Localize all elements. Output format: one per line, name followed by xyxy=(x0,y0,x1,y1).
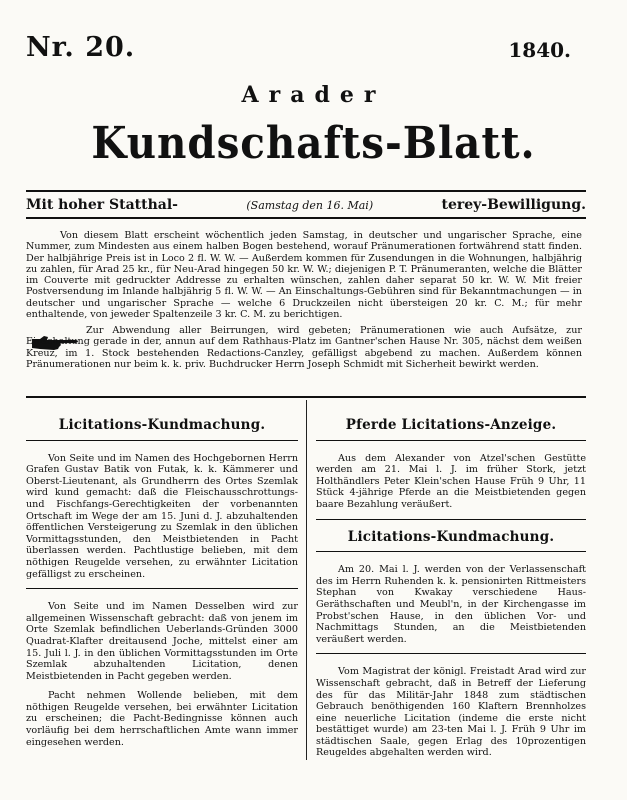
right-divider-1 xyxy=(316,519,586,520)
left-title-rule xyxy=(26,440,298,441)
left-divider xyxy=(26,588,298,589)
privilege-row xyxy=(26,197,586,213)
privilege-left: Mit hoher Statthal- xyxy=(26,197,178,213)
section-rule xyxy=(26,396,586,398)
right-title-rule-1 xyxy=(316,440,586,441)
right-column xyxy=(316,417,586,767)
intro-paragraph-1: Von diesem Blatt erscheint wöchentlich jeden Samstag, in deutscher und ungarischer Sprache, eine Nummer, zum Mindesten aus einem halben Bogen bestehend, worauf Pränumerationen fortwährend statt finden. Der halbjährige Preis ist in Loco 2 fl. W. W. — Außerdem kommen für Zusendungen in die Wohnungen, halbjährig zu zahlen, für Arad 25 kr., für Neu-Arad hingegen 50 kr. W. W.; diejenigen P. T. Pränumeranten, welche die Blätter im Couverte mit gedruckter Addresse zu erhalten wünschen, zahlen daher separat 50 kr. W. W. Mit freier Postversendung im Inlande halbjährig 5 fl. W. W. — An Einschaltungs-Gebühren sind für Bekanntmachungen — in deutscher und ungarischer Sprache — welche 6 Druckzeilen nicht übersteigen 20 kr. C. M.; für mehr enthaltende, von jeweder Spaltenzeile 3 kr. C. M. zu berichtigen. xyxy=(26,230,582,321)
paper-title-top: Arader xyxy=(241,82,386,108)
right-column-title-2: Licitations-Kundmachung. xyxy=(347,528,555,545)
issue-number: Nr. 20. xyxy=(26,32,136,63)
right-paragraph-1: Aus dem Alexander von Atzel'schen Gestütte werden am 21. Mai l. J. im früher Stork, jetzt Holthändlers Peter Klein'schen Hause Früh 9 Uhr, 11 Stück 4-jährige Pferde an die Meistbietenden gegen baare Bezahlung veräußert. xyxy=(316,452,586,510)
column-divider xyxy=(306,400,307,760)
left-paragraph-1: Von Seite und im Namen des Hochgebornen Herrn Grafen Gustav Batik von Futak, k. k. Kämmerer und Oberst-Lieutenant, als Grundherrn des Ortes Szemlak wird kund gemacht: daß die Fleischausschrottungs- und Fischfangs-Gerechtigkeiten der vorbenannten Ortschaft im Wege der am 15. Juni d. J. abzuhaltenden öffentlichen Versteigerung zu Szemlak in den üblichen Vormittagsstunden, den Meistbietenden in Pacht überlassen werden. Pachtlustige belieben, mit dem nöthigen Reugelde versehen, zu erwähnter Licitation gefälligst zu erscheinen. xyxy=(26,452,298,580)
left-column-title: Licitations-Kundmachung. xyxy=(58,417,266,433)
right-paragraph-3: Vom Magistrat der königl. Freistadt Arad wird zur Wissenschaft gebracht, daß in Betreff der Lieferung des für das Militär-Jahr 1848 zum städtischen Gebrauch benöthigenden 160 Klaftern Brennholzes eine neuerliche Licitation (indeme die erste nicht bestättiget wurde) am 23-ten Mai l. J. Früh 9 Uhr im städtischen Saale, gegen Erlag des 10prozentigen Reugeldes abgehalten werden wird. xyxy=(316,666,586,759)
privilege-right: terey-Bewilligung. xyxy=(441,197,586,213)
intro-notice xyxy=(26,230,582,320)
left-paragraph-2: Von Seite und im Namen Desselben wird zur allgemeinen Wissenschaft gebracht: daß von jenem im Orte Szemlak befindlichen Ueberlands-Gründen 3000 Quadrat-Klafter dreitausend Joche, mittelst einer am 15. Juli l. J. in den üblichen Vormittagsstunden im Orte Szemlak abzuhaltenden Licitation, denen Meistbietenden in Pacht gegeben werden. xyxy=(26,601,298,682)
masthead-rule-top xyxy=(26,190,586,192)
right-divider-2 xyxy=(316,653,586,654)
masthead-rule-bottom xyxy=(26,217,586,219)
issue-year: 1840. xyxy=(508,38,571,62)
right-title-rule-2 xyxy=(316,551,586,552)
paper-title-main: Kundschafts-Blatt. xyxy=(91,118,536,169)
intro-notice-2 xyxy=(26,325,582,370)
left-paragraph-3: Pacht nehmen Wollende belieben, mit dem nöthigen Reugelde versehen, bei erwähnter Licitation zu erscheinen; die Pacht-Bedingnisse können auch vorläufig bei dem herrschaftlichen Amte wann immer eingesehen werden. xyxy=(26,690,298,748)
right-paragraph-2: Am 20. Mai l. J. werden von der Verlassenschaft des im Herrn Ruhenden k. k. pensionirten Rittmeisters Stephan von Kwakay verschiedene Haus-Geräthschaften und Meubl'n, in der Kirchengasse im Probst'schen Hause, in den üblichen Vor- und Nachmittags Stunden, an die Meistbietenden veräußert werden. xyxy=(316,564,586,645)
left-column xyxy=(26,417,298,756)
right-column-title-1: Pferde Licitations-Anzeige. xyxy=(345,417,557,433)
intro-paragraph-2: Zur Abwendung aller Beirrungen, wird gebeten; Pränumerationen wie auch Aufsätze, zur Einschaltung gerade in der, annun auf dem Rathhaus-Platz im Gantner'schen Hause Nr. 305, nächst dem weißen Kreuz, im 1. Stock bestehenden Redactions-Canzley, gefälligst abgebend zu machen. Außerdem können Pränumerationen nur beim k. k. priv. Buchdrucker Herrn Joseph Schmidt mit Sicherheit bewirkt werden. xyxy=(26,325,582,370)
issue-date: (Samstag den 16. Mai) xyxy=(246,199,374,212)
